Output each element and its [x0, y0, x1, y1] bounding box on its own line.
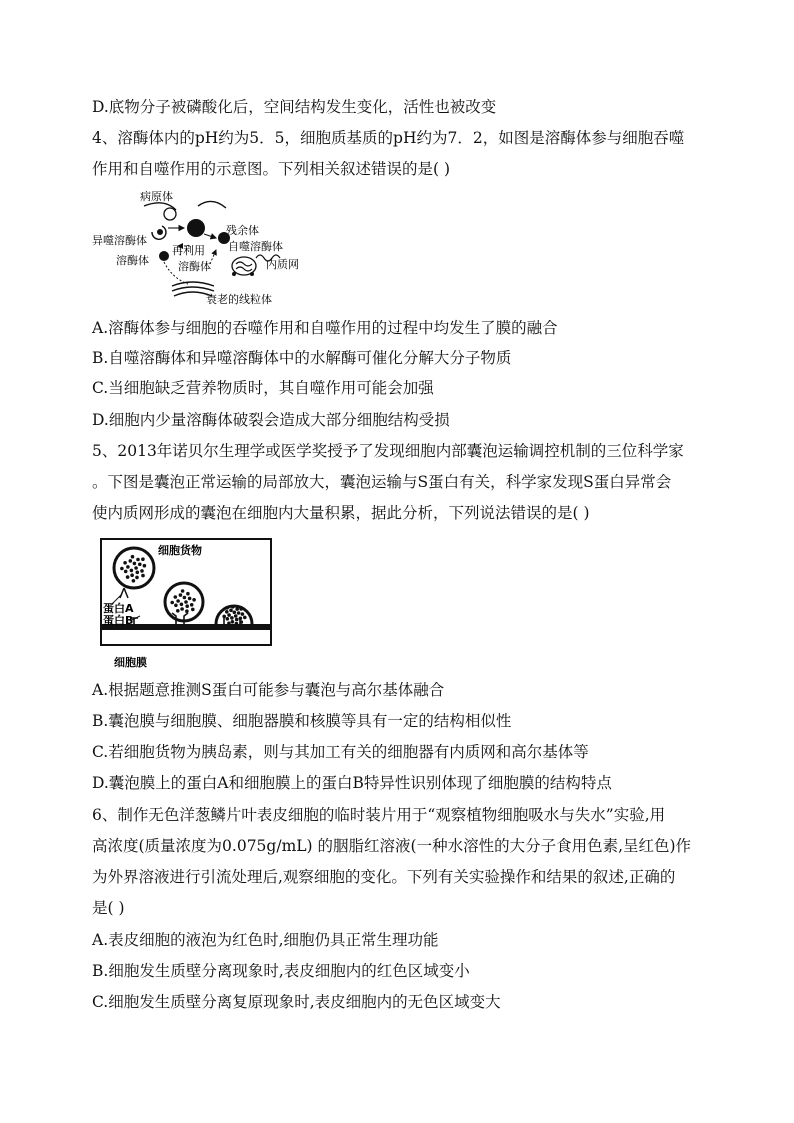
- cargo-dot: [192, 598, 196, 602]
- label-reuse: 再利用: [172, 244, 205, 257]
- cargo-dot: [180, 603, 184, 607]
- q4-option-b: B.自噬溶酶体和异噬溶酶体中的水解酶可催化分解大分子物质: [92, 349, 512, 367]
- cargo-dot: [235, 622, 239, 626]
- q4-stem-line-1: 4、溶酶体内的pH约为5．5，细胞质基质的pH约为7．2，如图是溶酶体参与细胞吞噬: [92, 129, 685, 147]
- cargo-dot: [235, 618, 239, 622]
- cargo-dot: [181, 589, 185, 593]
- q4-stem-line-2: 作用和自噬作用的示意图。下列相关叙述错误的是( ): [92, 160, 451, 178]
- label-aged-mitochondria: 衰老的线粒体: [206, 293, 272, 306]
- cargo-dot: [140, 569, 144, 573]
- label-protein-a: 蛋白A: [103, 602, 134, 615]
- cargo-dot: [143, 564, 147, 568]
- cargo-dot: [132, 579, 136, 583]
- cargo-dot: [141, 574, 145, 578]
- cargo-dot: [234, 614, 238, 618]
- label-pathogen: 病原体: [140, 190, 173, 203]
- label-lysosome-left: 溶酶体: [116, 254, 149, 267]
- autophagosome-icon: [232, 257, 256, 276]
- q5-option-a: A.根据题意推测S蛋白可能参与囊泡与高尔基体融合: [92, 681, 445, 699]
- cargo-dot: [225, 606, 229, 610]
- cargo-dot: [179, 593, 183, 597]
- label-cell-cargo: 细胞货物: [158, 544, 202, 557]
- q5-option-b: B.囊泡膜与细胞膜、细胞器膜和核膜等具有一定的结构相似性: [92, 712, 512, 730]
- lysosome-diagram: [92, 188, 332, 310]
- cargo-dot: [231, 605, 235, 609]
- cargo-dot: [185, 609, 189, 613]
- cargo-dot: [184, 600, 188, 604]
- cargo-dot: [231, 620, 235, 624]
- cargo-dot: [230, 616, 234, 620]
- label-protein-b: 蛋白B: [103, 614, 134, 627]
- cargo-dot: [126, 575, 130, 579]
- q5-option-c: C.若细胞货物为胰岛素，则与其加工有关的细胞器有内质网和高尔基体等: [92, 743, 589, 761]
- lysosome-left-icon: [159, 251, 169, 261]
- cargo-dot: [235, 607, 239, 611]
- q4-option-c: C.当细胞缺乏营养物质时，其自噬作用可能会加强: [92, 379, 434, 397]
- cargo-dot: [138, 563, 142, 567]
- vesicle-diagram: [100, 538, 274, 674]
- cargo-dot: [174, 595, 178, 599]
- cargo-dot: [133, 562, 137, 566]
- label-er: 内质网: [266, 258, 299, 271]
- cargo-dot: [123, 561, 127, 565]
- cargo-dot: [232, 625, 236, 629]
- q6-option-a: A.表皮细胞的液泡为红色时,细胞仍具正常生理功能: [92, 931, 439, 949]
- cargo-dot: [186, 592, 190, 596]
- cargo-dot: [130, 569, 134, 573]
- cargo-dot: [183, 596, 187, 600]
- cargo-dot: [227, 622, 231, 626]
- cargo-dot: [126, 565, 130, 569]
- cargo-dot: [225, 610, 229, 614]
- cargo-dot: [136, 571, 140, 575]
- cargo-dot: [241, 612, 245, 616]
- cargo-dot: [180, 607, 184, 611]
- q6-option-c: C.细胞发生质壁分离复原现象时,表皮细胞内的无色区域变大: [92, 993, 501, 1011]
- cargo-dot: [124, 570, 128, 574]
- cargo-dot: [191, 608, 195, 612]
- q3-option-d: D.底物分子被磷酸化后，空间结构发生变化，活性也被改变: [92, 98, 497, 116]
- q4-option-a: A.溶酶体参与细胞的吞噬作用和自噬作用的过程中均发生了膜的融合: [92, 319, 558, 337]
- cargo-dot: [141, 557, 145, 561]
- cargo-dot: [227, 613, 231, 617]
- cargo-dot: [174, 604, 178, 608]
- q6-stem-line-2: 高浓度(质量浓度为0.075g/mL) 的胭脂红溶液(一种水溶性的大分子食用色素,呈红色)作: [92, 837, 692, 855]
- label-residual-body: 残余体: [226, 224, 259, 237]
- cargo-dot: [185, 604, 189, 608]
- q5-option-d: D.囊泡膜上的蛋白A和细胞膜上的蛋白B特异性识别体现了细胞膜的结构特点: [92, 774, 612, 792]
- q6-option-b: B.细胞发生质壁分离现象时,表皮细胞内的红色区域变小: [92, 962, 470, 980]
- q5-stem-line-3: 使内质网形成的囊泡在细胞内大量积累，据此分析，下列说法错误的是( ): [92, 504, 590, 522]
- cargo-dot: [176, 599, 180, 603]
- cargo-dot: [190, 603, 194, 607]
- pathogen-icon: [164, 208, 176, 220]
- cargo-dot: [170, 601, 174, 605]
- q5-stem-line-1: 5、2013年诺贝尔生理学或医学奖授予了发现细胞内部囊泡运输调控机制的三位科学家: [92, 442, 684, 460]
- label-lysosome-mid: 溶酶体: [178, 260, 211, 273]
- cargo-dot: [176, 609, 180, 613]
- cargo-dot: [226, 617, 230, 621]
- cargo-dot: [129, 559, 133, 563]
- label-autophagic-lysosome: 自噬溶酶体: [228, 240, 283, 253]
- q6-stem-line-4: 是( ): [92, 899, 125, 917]
- q4-option-d: D.细胞内少量溶酶体破裂会造成大部分细胞结构受损: [92, 411, 450, 429]
- cargo-dot: [130, 573, 134, 577]
- q5-stem-line-2: 。下图是囊泡正常运输的局部放大，囊泡运输与S蛋白有关，科学家发现S蛋白异常会: [92, 473, 672, 491]
- cargo-dot: [222, 615, 226, 619]
- cargo-dot: [229, 609, 233, 613]
- q6-stem-line-3: 为外界溶液进行引流处理后,观察细胞的变化。下列有关实验操作和结果的叙述,正确的: [92, 868, 676, 886]
- cargo-dot: [237, 611, 241, 615]
- cargo-dot: [188, 597, 192, 601]
- cargo-dot: [120, 567, 124, 571]
- label-cell-membrane: 细胞膜: [114, 656, 147, 669]
- cargo-dot: [131, 555, 135, 559]
- cargo-dot: [239, 607, 243, 611]
- cargo-dot: [135, 576, 139, 580]
- q6-stem-line-1: 6、制作无色洋葱鳞片叶表皮细胞的临时装片用于“观察植物细胞吸水与失水”实验,用: [92, 806, 666, 824]
- cargo-dot: [134, 566, 138, 570]
- cargo-dot: [233, 611, 237, 615]
- cargo-dot: [243, 616, 247, 620]
- label-heterophagic-lysosome: 异噬溶酶体: [92, 234, 147, 247]
- cargo-dot: [136, 558, 140, 562]
